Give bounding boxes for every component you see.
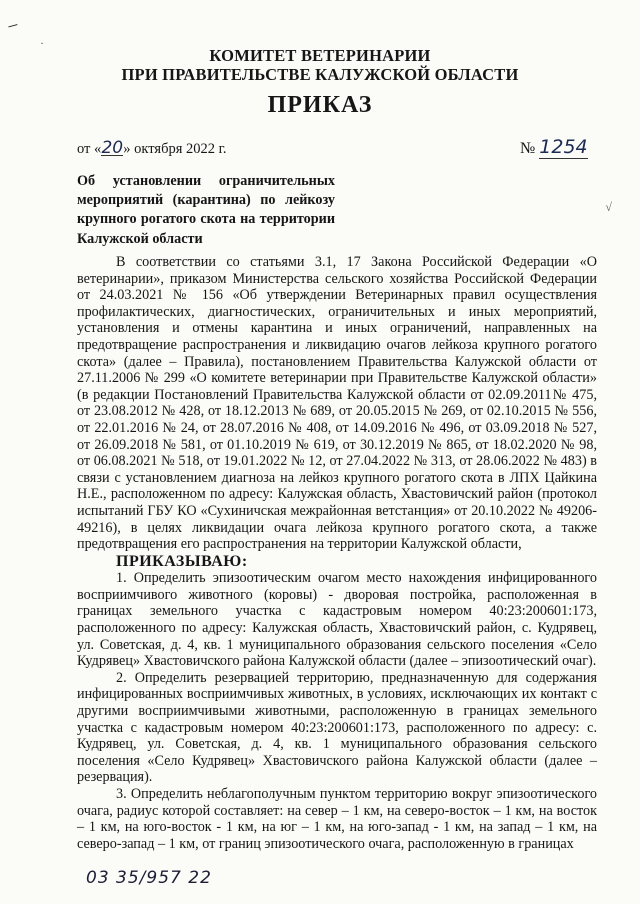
order-subject: Об установлении ограничительных мероприятий (карантина) по лейкозу крупного рогатого скота на территории Калужской области (77, 173, 335, 247)
date-suffix: » октября 2022 г. (123, 141, 227, 157)
order-body (77, 254, 597, 852)
number-handwritten: 1254 (539, 136, 588, 158)
date-day-handwritten: 20 (101, 138, 124, 158)
order-item-1: 1. Определить эпизоотическим очагом место нахождения инфицированного восприимчивого животного (коровы) - дворовая постройка, расположенная в границах земельного участка с кадастровым номером 40:23:200601:173, расположенного по адресу: Калужская область, Хвастовичский район, с. Кудрявец, ул. Советская, д. 4, кв. 1 муниципального образования сельского поселения «Село Кудрявец» Хвастовичского района Калужской области (далее – эпизоотический очаг). (77, 570, 597, 670)
order-item-2: 2. Определить резервацией территорию, предназначенную для содержания инфицированных восприимчивых животных, в условиях, исключающих их контакт с другими восприимчивыми животными, расположенную в границах земельного участка с кадастровым номером 40:23:200601:173, расположенного по адресу: с. Кудрявец, ул. Советская, д. 4, кв. 1 муниципального образования сельского поселения «Село Кудрявец» Хвастовичского района Калужской области (далее – резервация). (77, 669, 597, 786)
order-item-3: 3. Определить неблагополучным пунктом территорию вокруг эпизоотического очага, радиус которой составляет: на север – 1 км, на северо-восток – 1 км, на восток – 1 км, на юго-восток - 1 км, на юг – 1 км, на юго-запад - 1 км, на запад – 1 км, на северо-запад – 1 км, от границ эпизоотического очага, расположенную в границах (77, 786, 597, 852)
committee-heading (0, 46, 640, 84)
preamble-paragraph: В соответствии со статьями 3.1, 17 Закона Российской Федерации «О ветеринарии», приказом Министерства сельского хозяйства Российской Федерации от 24.03.2021 № 156 «Об утверждении Ветеринарных правил осуществления профилактических, диагностических, ограничительных и иных мероприятий, установления и отмены карантина и иных ограничений, направленных на предотвращение распространения и ликвидацию очагов лейкоза крупного рогатого скота» (далее – Правила), постановлением Правительства Калужской области от 27.11.2006 № 299 «О комитете ветеринарии при Правительстве Калужской области» (в редакции Постановлений Правительства Калужской области от 02.09.2011№ 475, от 23.08.2012 № 428, от 18.12.2013 № 689, от 20.05.2015 № 269, от 02.10.2015 № 556, от 22.01.2016 № 24, от 28.07.2016 № 408, от 14.09.2016 № 496, от 03.09.2018 № 527, от 26.09.2018 № 581, от 01.10.2019 № 619, от 30.12.2019 № 865, от 18.02.2020 № 98, от 06.08.2021 № 518, от 19.01.2022 № 12, от 27.04.2022 № 313, от 28.06.2022 № 483) в связи с установлением диагноза на лейкоз крупного рогатого скота в ЛПХ Цайкина Н.Е., расположенном по адресу: Калужская область, Хвастовичский район (протокол испытаний ГБУ КО «Сухиничская межрайонная ветстанция» от 20.10.2022 № 49206-49216), в целях ликвидации очага лейкоза крупного рогатого скота, а также предотвращения его распространения на территории Калужской области, (77, 254, 597, 553)
order-number (520, 136, 588, 158)
number-sign: № (520, 140, 536, 157)
date-prefix: от « (77, 141, 102, 157)
scan-mark: · (40, 36, 44, 50)
scan-mark: √ (605, 200, 612, 214)
committee-line-1: КОМИТЕТ ВЕТЕРИНАРИИ (209, 46, 431, 65)
order-date (77, 138, 227, 158)
scan-mark: – (5, 13, 20, 35)
committee-line-2: ПРИ ПРАВИТЕЛЬСТВЕ КАЛУЖСКОЙ ОБЛАСТИ (121, 65, 519, 84)
document-type-title: ПРИКАЗ (267, 92, 373, 118)
order-word: ПРИКАЗЫВАЮ: (116, 552, 248, 570)
handwritten-registration-number: 03 35/957 22 (86, 868, 212, 888)
